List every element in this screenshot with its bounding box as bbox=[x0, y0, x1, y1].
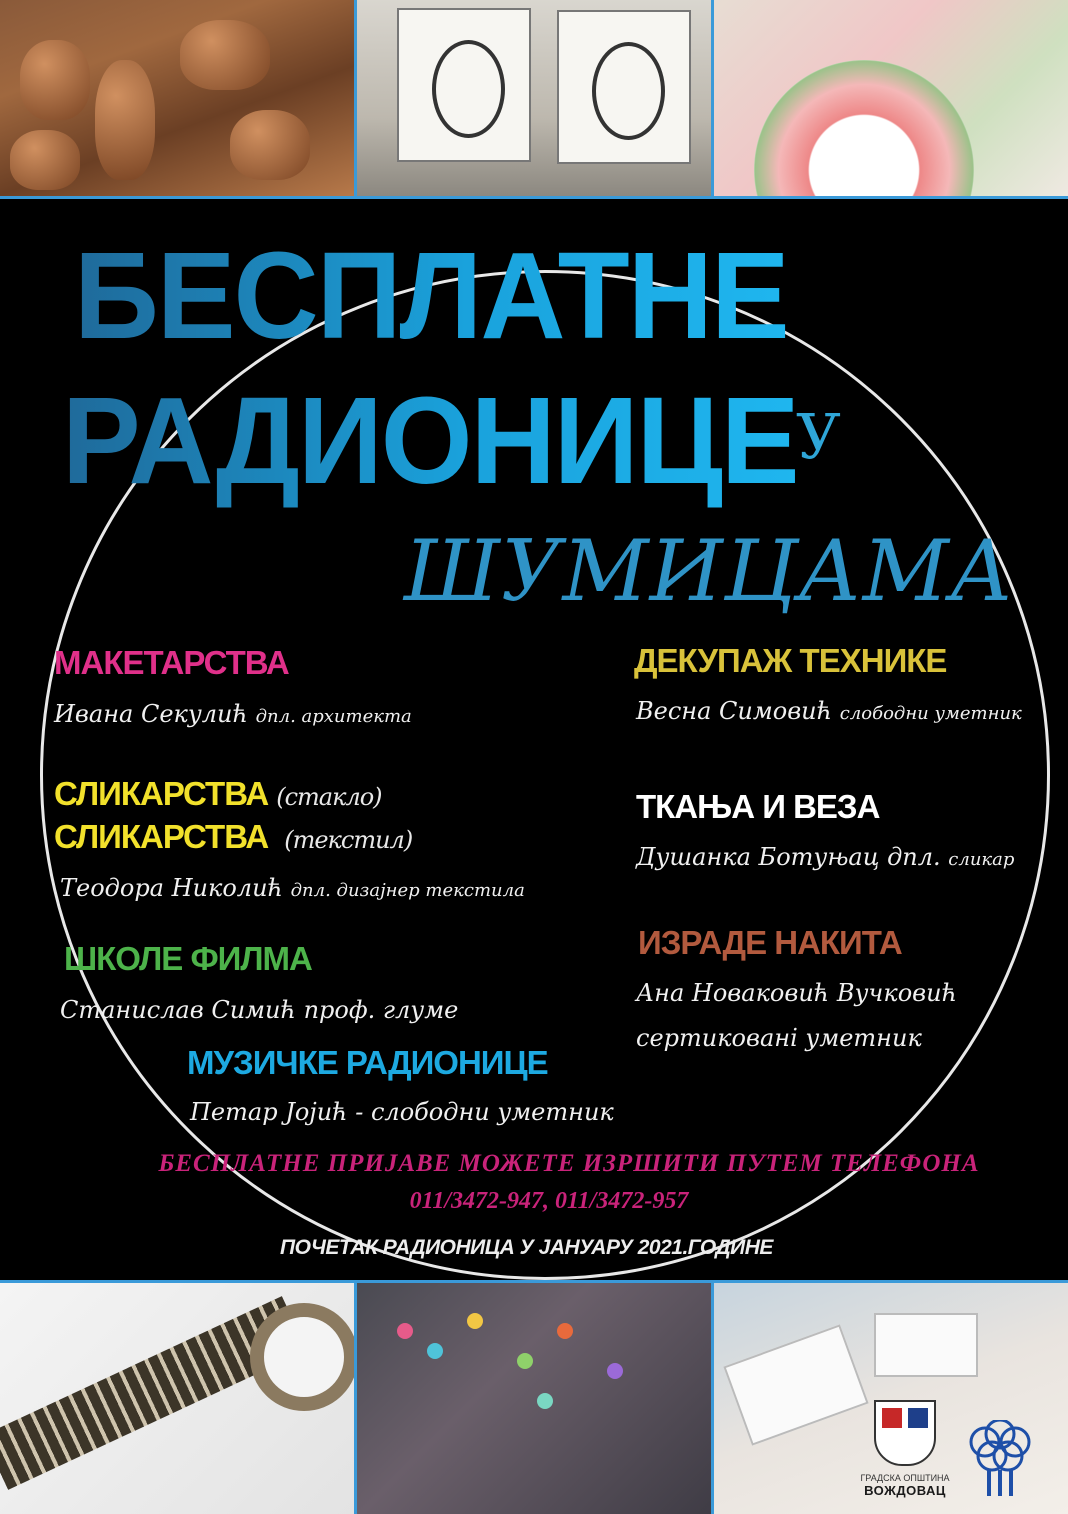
workshop-slikarstvo-glass-title bbox=[54, 775, 382, 813]
workshop-music-title: МУЗИЧКЕ РАДИОНИЦЕ bbox=[187, 1044, 548, 1081]
registration-text: БЕСПЛАТНЕ ПРИЈАВЕ МОЖЕТЕ ИЗРШИТИ ПУТЕМ ТЕЛЕФОНА bbox=[158, 1150, 980, 1177]
tree-logo-icon bbox=[965, 1420, 1035, 1500]
workshop-tkanje-title: ТКАЊА И ВЕЗА bbox=[636, 788, 880, 825]
workshop-note: (текстил) bbox=[284, 826, 413, 854]
workshop-title: СЛИКАРСТВА bbox=[54, 818, 269, 855]
workshop-slikarstvo-leader bbox=[60, 874, 525, 902]
leader-role: дпл. дизајнер текстила bbox=[290, 880, 525, 901]
workshop-film-leader: Станислав Симић проф. глуме bbox=[60, 996, 459, 1024]
workshop-music-leader: Петар Јојић - слободни уметник bbox=[190, 1098, 614, 1126]
crest-icon bbox=[874, 1400, 936, 1466]
municipality-name: ВОЖДОВАЦ bbox=[864, 1483, 946, 1498]
workshop-note: (стакло) bbox=[276, 783, 382, 811]
title-conjunction: У bbox=[796, 400, 841, 473]
workshop-dekupaz-title: ДЕКУПАЖ ТЕХНИКЕ bbox=[634, 642, 947, 679]
workshop-maketarstvo-title: МАКЕТАРСТВА bbox=[54, 644, 289, 681]
workshop-slikarstvo-textile-title bbox=[54, 818, 412, 856]
beads-photo bbox=[357, 1283, 714, 1514]
workshop-tkanje-leader bbox=[636, 843, 1014, 871]
film-reel-photo bbox=[0, 1283, 357, 1514]
workshop-nakit-leader-name: Ана Новаковић Вучковић bbox=[636, 979, 958, 1007]
title-line-1: БЕСПЛАТНЕ bbox=[74, 225, 788, 368]
top-photo-strip bbox=[0, 0, 1068, 199]
drawing-photo bbox=[357, 0, 714, 196]
leader-role: сликар bbox=[948, 849, 1015, 870]
leader-name: Ивана Секулић bbox=[54, 700, 248, 728]
leader-role: дпл. архитекта bbox=[255, 706, 412, 727]
leader-role: слободни уметник bbox=[839, 703, 1022, 724]
workshop-title: СЛИКАРСТВА bbox=[54, 775, 269, 812]
title-place: ШУМИЦАМА bbox=[404, 522, 1015, 620]
workshop-nakit-title: ИЗРАДЕ НАКИТА bbox=[638, 924, 902, 961]
municipality-sub: ГРАДСКА ОПШТИНА bbox=[860, 1473, 950, 1483]
title-line-2: РАДИОНИЦЕ bbox=[62, 370, 798, 513]
municipality-logo bbox=[850, 1400, 960, 1510]
leader-name: Весна Симовић bbox=[636, 697, 833, 725]
leader-name: Душанка Ботуњац дпл. bbox=[636, 843, 941, 871]
workshop-maketarstvo-leader bbox=[54, 700, 412, 728]
workshop-dekupaz-leader bbox=[636, 697, 1022, 725]
pottery-photo bbox=[0, 0, 357, 196]
decoupage-photo bbox=[714, 0, 1068, 196]
registration-phones: 011/3472-947, 011/3472-957 bbox=[409, 1188, 689, 1214]
start-date-text: ПОЧЕТАК РАДИОНИЦА У ЈАНУАРУ 2021.ГОДИНЕ bbox=[280, 1236, 773, 1259]
workshop-nakit-leader-role: сертикованi уметник bbox=[636, 1024, 922, 1052]
workshop-film-title: ШКОЛЕ ФИЛМА bbox=[64, 940, 312, 977]
leader-name: Теодора Николић bbox=[60, 874, 283, 902]
